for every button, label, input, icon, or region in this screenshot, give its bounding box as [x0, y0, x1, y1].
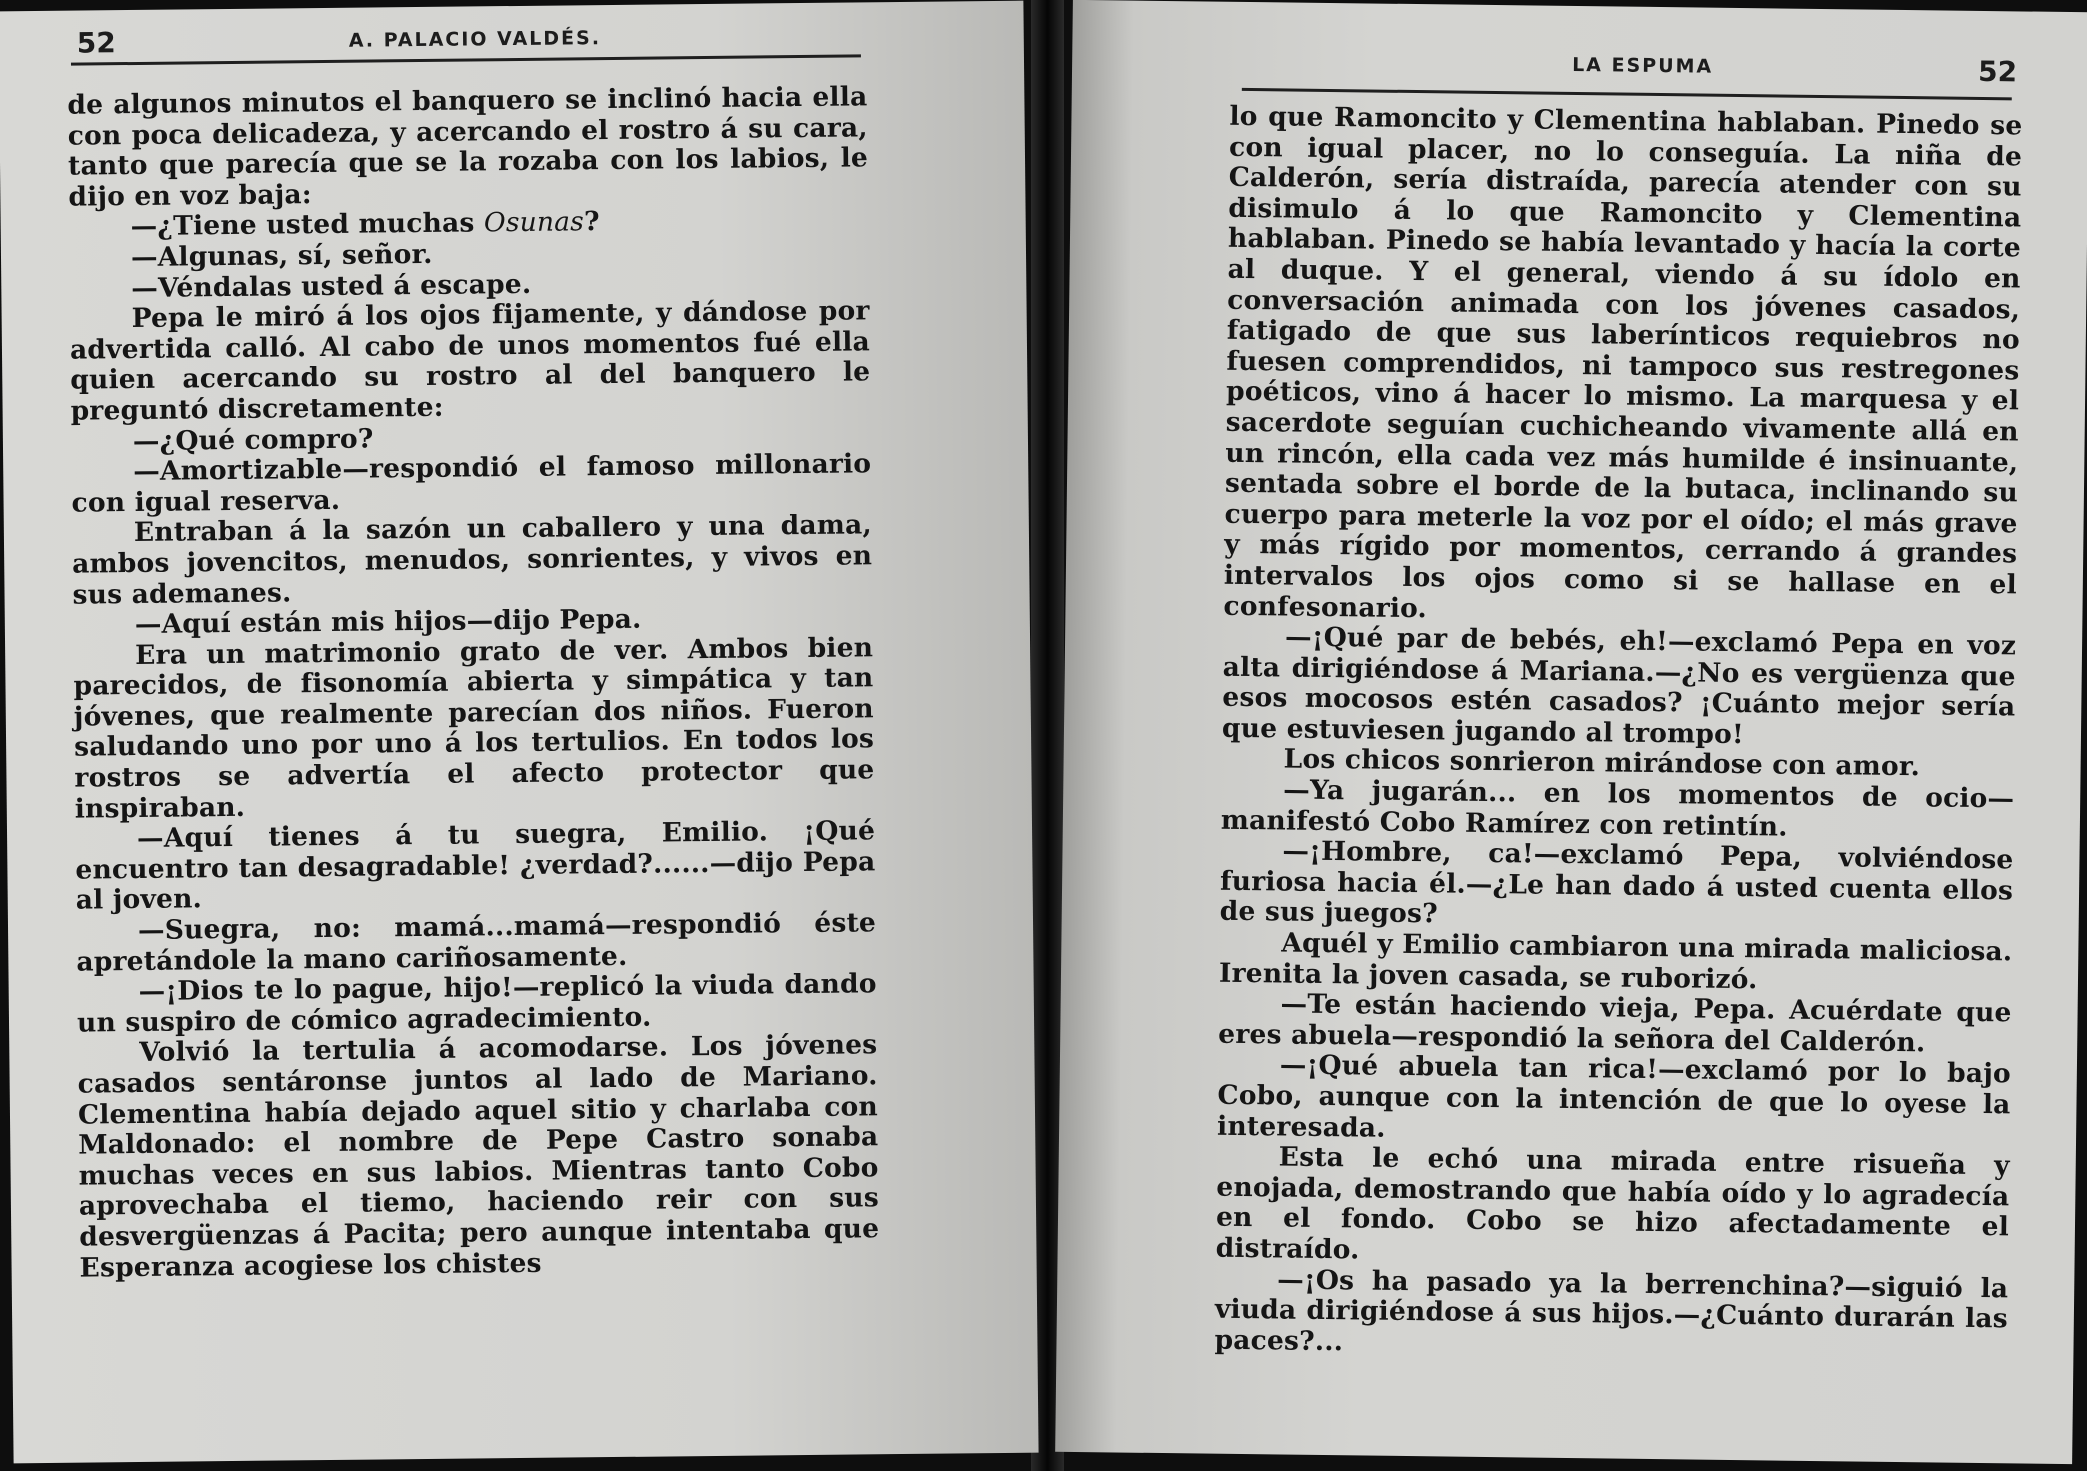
paragraph: Era un matrimonio grato de ver. Ambos bien parecidos, de fisonomía abierta y simpática y tan jóvenes, que realmente parecían dos niños. Fueron saludando uno por uno á los tertulios. En todos los rostros se advertía el afecto protector que inspiraban.	[73, 631, 875, 825]
paragraph: —Aquí tienes á tu suegra, Emilio. ¡Qué encuentro tan desagradable! ¿verdad?......—dijo Pepa al joven.	[75, 815, 876, 917]
paragraph: —¿Qué compro?	[132, 423, 374, 457]
paragraph: —Véndalas usted á escape.	[131, 268, 532, 304]
paragraph: Entraban á la sazón un caballero y una dama, ambos jovencitos, menudos, sonrientes, y vivos en sus ademanes.	[72, 509, 873, 611]
paragraph: —¡Hombre, ca!—exclamó Pepa, volviéndose furiosa hacia él.—¿Le han dado á usted cuenta ellos de sus juegos?	[1219, 835, 2014, 930]
paragraph: —Amortizable—respondió el famoso millonario con igual reserva.	[71, 448, 872, 519]
left-running-header: A. PALACIO VALDÉS.	[348, 27, 602, 52]
right-header-rule	[1242, 88, 2012, 100]
paragraph: lo que Ramoncito y Clementina hablaban. Pinedo se con igual placer, no lo conseguía. La niña de Calderón, sería distraída, parecía atender con su disimulo á lo que Ramoncito y Clementina hablaban. Pinedo se había levantado y hacía la corte al duque. Y el general, viendo á su ídolo en conversación animada con los jóvenes casados, fatigado de que sus laberínticos requiebros no fuesen comprendidos, ni tampoco sus restregones poéticos, vino á hacer lo mismo. La marquesa y el sacerdote seguían cuchicheando vivamente allá en un rincón, ella cada vez más humilde é insinuante, sentada sobre el borde de la butaca, inclinando su cuerpo para meterle la voz por el oído; el más grave y más rígido por momentos, cerrando á grandes intervalos los ojos como si se hallase en el confesonario.	[1223, 100, 2023, 624]
paragraph: —¡Qué par de bebés, eh!—exclamó Pepa en voz alta dirigiéndose á Mariana.—¿No es vergüenza que esos mocosos estén casados? ¡Cuánto mejor sería que estuviesen jugando al trompo!	[1221, 621, 2017, 750]
paragraph: —Aquí están mis hijos—dijo Pepa.	[134, 603, 642, 641]
left-page-text	[67, 82, 879, 1283]
right-running-header: LA ESPUMA	[1572, 53, 1714, 78]
right-page-text	[1214, 102, 2022, 1366]
right-page-number: 52	[1977, 54, 2018, 89]
paragraph: Esta le echó una mirada entre risueña y enojada, demostrando que había oído y lo agradecía en el fondo. Cobo se hizo afectadamente el distraído.	[1215, 1141, 2010, 1266]
paragraph: —Ya jugarán... en los momentos de ocio—manifestó Cobo Ramírez con retintín.	[1220, 774, 2015, 843]
left-header-rule	[71, 54, 861, 65]
paragraph: —¡Qué abuela tan rica!—exclamó por lo bajo Cobo, aunque con la intención de que lo oyese la interesada.	[1216, 1049, 2012, 1144]
paragraph: —Te están haciendo vieja, Pepa. Acuérdate que eres abuela—respondió la señora del Calderón.	[1218, 988, 2012, 1059]
right-page	[1055, 0, 2087, 1464]
paragraph: Pepa le miró á los ojos fijamente, y dándose por advertida calló. Al cabo de unos momentos fué ella quien acercando su rostro al del banquero le preguntó discretamente:	[69, 295, 871, 427]
left-page-number: 52	[76, 26, 116, 60]
italic-word: Osunas	[483, 206, 585, 239]
paragraph: Los chicos sonrieron mirándose con amor.	[1283, 743, 1921, 783]
paragraph: —¿Tiene usted muchas Osunas?	[130, 206, 600, 243]
paragraph: —Algunas, sí, señor.	[130, 238, 433, 273]
paragraph: —¡Os ha pasado ya la berrenchina?—siguió la viuda dirigiéndose á sus hijos.—¿Cuánto durarán las paces?...	[1214, 1263, 2009, 1357]
paragraph: de algunos minutos el banquero se inclinó hacia ella con poca delicadeza, y acercando el rostro á su cara, tanto que parecía que se la rozaba con los labios, le dijo en voz baja:	[67, 81, 869, 213]
paragraph: Volvió la tertulia á acomodarse. Los jóvenes casados sentáronse juntos al lado de Mariano. Clementina había dejado aquel sitio y charlaba con Maldonado: el nombre de Pepe Castro sonaba muchas veces en sus labios. Mientras tanto Cobo aprovechaba el tiemo, haciendo reir con sus desvergüenzas á Pacita; pero aunque intentaba que Esperanza acogiese los chistes	[77, 1029, 880, 1284]
left-page	[0, 1, 1039, 1464]
paragraph: —¡Dios te lo pague, hijo!—replicó la viuda dando un suspiro de cómico agradecimiento.	[76, 968, 877, 1039]
paragraph: —Suegra, no: mamá...mamá—respondió éste apretándole la mano cariñosamente.	[76, 907, 877, 978]
paragraph: Aquél y Emilio cambiaron una mirada maliciosa. Irenita la joven casada, se ruborizó.	[1218, 927, 2013, 995]
